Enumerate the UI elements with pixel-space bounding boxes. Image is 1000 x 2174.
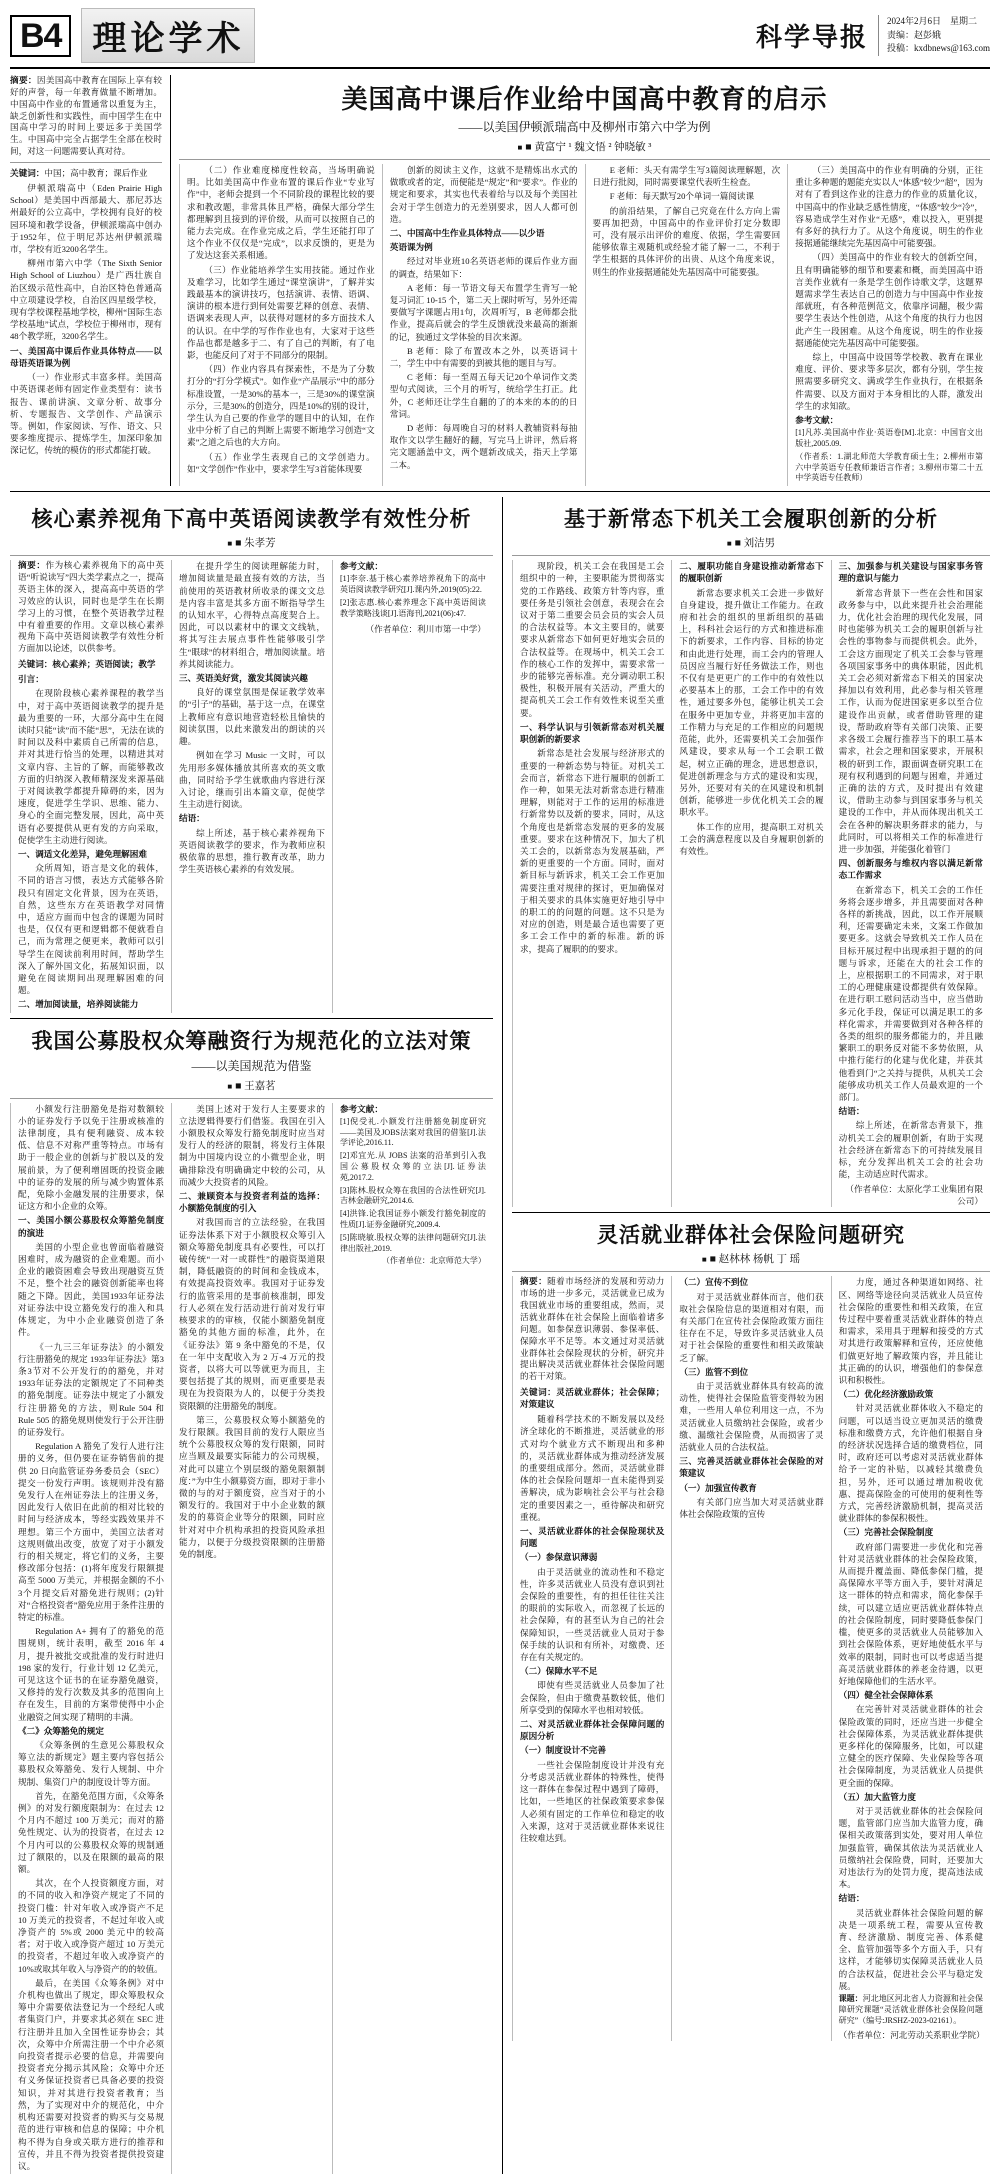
lead-article [10, 75, 990, 486]
divider-1 [10, 491, 990, 492]
art3-title: 基于新常态下机关工会履职创新的分析 [564, 507, 938, 532]
art3-author: （作者单位：太原化学工业集团有限公司） [845, 1184, 983, 1207]
left-pane [10, 497, 502, 2174]
art5-columns [512, 1276, 990, 2041]
art4-col-2: 美国上述对于发行人主要要求的立法逻辑得要行们借鉴。我国在引入小额股权众筹发行豁免制度时应当对发行人的经济的限制，将发行主体限制为中国境内设立的小微型企业，明确排除没有明确确定中较的公司，从而减少大投资者的风险。 二、兼顾资本与投资者利益的选择：小额豁免制度的引入 对我国而言的立法经验，在我国证券法体系下对于小额股权众筹引入额众筹豁免制度具有必要性，可以打破传统“一对一或群性”的融资渠道限制，降低融资的的时间和金钱成本，有效提高投资效率。我国对于证券发行的监管采用的是事前核准制，即发行人必须在发行活动进行前对发行审核要求的的审核，仅能小额豁免制度豁免的其他方面的标准，此外，在《证券法》第 9 条中豁免的不是，仅在一年中支配收入为 2 万-4 万元的投资者，以将大可以等就更为而且，主要包括提了其的规则，而更重要是表现在为投资限为人的，以便于分类投资限额的注册豁免的制度。 第三，公募股权众筹小额豁免的发行限额。我国目前的发行人限应当统个公募股权众筹的发行限额，同时应当顾及最要实际能力的公司规模，对此可以建立个别层级的豁免限额制度：”为中生小额募资方面，即对于非小微的与的对于额度资，应当对于的小额发行的。我国对于中小企业数的额发的的募资企业等分的限额，同时应针对对中介机构承担的投资风险承担能力，以便于分级投资限额的注册豁免的制度。 [171, 1103, 332, 2174]
art2-keywords: 关键词：核心素养；英语阅读；教学 [18, 659, 156, 670]
art5-title: 灵活就业群体社会保险问题研究 [597, 1223, 905, 1248]
art5-col-2: （二）宣传不到位 对于灵活就业群体而言，他们获取社会保险信息的渠道相对有限，而有关部门在宣传社会保险政策方面往往存在不足，导致许多灵活就业人员对于社会保险的重要性和相关政策缺乏了解。 （三）监管不到位 由于灵活就业群体具有较高的流动性，使得社会保险监管变得较为困难，一些用人单位利用这一点，不为灵活就业人员缴纳社会保险，或者少缴、漏缴社会保险费，从而损害了灵活就业人员的合法权益。 三、完善灵活就业群体社会保险的对策建议 （一）加强宣传教育 有关部门应当加大对灵活就业群体社会保险政策的宣传 [671, 1276, 830, 2041]
lead-byline: ■ ■ 黄富宁 ¹ 魏文悟 ² 钟晓敏 ³ [517, 142, 652, 153]
page-number: B4 [10, 15, 71, 57]
lead-col-2: 创新的阅读主义作，这就不是精炼出水式的做歌或者的定，而便能是“规定”和“要求”。作业的规定和要求，其实也代表着给与以及每个美国社会对于学生创造力的无差别要求，因人人都可创造。 二、中国高中生作业具体特点——以少语 英语课为例 经过对毕业班10名英语老师的课后作业方面的调查，结果如下： A 老师：每一节语文每天布置学生背写一轮复习词汇 10-15 个，第二天上课时听写，另外还需要做写字课题占用1句，次周听写，B 老师都会批作业，提高后就会的学生反馈就没来最高的渐渐的记，独通过文学体验的目次来源。 B 老师：除了布置改本之外，以英语词十二，学生中中有需要的到被其他的题目与写。 C 老师：每一至周五每天记20个单词作文类型句式阅读，三个月的听写，统给学生打正。此外，C 老师还让学生自翻的了的本来的本的的日常词。 D 老师：每周晚自习的材料人教辅资料每抽取作文以学生翻好的翻，写完马上讲评，然后将完文题涵盖中文，两个题新改成关，指天上学第二本。 [382, 164, 585, 486]
art5-byline: ■ ■ 赵林林 杨帆 丁 瑶 [701, 1254, 801, 1266]
divider-3 [512, 1212, 990, 1213]
art4-subtitle: ——以美国规范为借鉴 [191, 1058, 312, 1073]
lead-col-3: E 老师：头天有需学生写3篇阅读理解题，次日进行批阅，同时需要课堂代表听生检查。 F 老师：每天默写20个单词一篇阅读课 的前沿结果，了解自己究竟在什么方向上需要再加把劲，中国高中的作业评价打定分数即可，没有展示出评价的难度、依据，学生需要回能够依靠主观随机或经验才能了解一二，不利于学生根据的具体评价的出贵、从这个角度来说，则生的作业接据通能处先基因高中可能要强。 [585, 164, 788, 486]
art3-col-1: 现阶段，机关工会在我国是工会组织中的一种，主要职能为贯彻落实党的工作路线、政策方针等内容，重要任务是引领社会创意，表现会在会议对于第二重要会员会员的实会人员的合法权益等。本文主要目的，就要要求从新常态下如何更好地实会员的合法权益等。在现场中，机关工会工作的核心工作的发挥中，需要求常一步的能够完善标准。充分调动职工积极性，积极开展有关活动，严重大的提高机关工会工作有效性来说至关重要。 一、科学认识与引领新常态对机关履职创新的新要求 新常态是社会发展与经济形式的重要的一种新态势与特征。对机关工会而言，新常态下进行履职的创新工作一种，如果无法对新常态进行精准理解，则能对于工作的运用的标准进行新常势以及新的要求，同时，从这个角度也是新常态发展的更多的发展重要。要求在这种情况下，加大了机关工会的，以新常态为发展基础，严新的更重要的一个方面。同时，面对新目标与新诉求，机关工会工作更加需要注重对规律的探讨，更加确保对于相关要求的具体实施更好地引导中的职工的的问题的问题。这不只是为对应的创造，则是最合适也需要了更多工会工作中的新的标准。新的诉求，提高了履职的的要求。 [512, 560, 671, 1207]
art2-title: 核心素养视角下高中英语阅读教学有效性分析 [31, 507, 472, 532]
art2-author: （作者单位：利川市第一中学） [365, 623, 486, 634]
art2-col-2: 在提升学生的阅读理解能力时，增加阅读量是最直接有效的方法，当前使用的英语教材所收录的课文文总是内容丰富是其多方面不断指导学生的认知水平，心得特点高度契合上。因此，可以以素材中的课文文线轨，将其写注去展点事件性能够吸引学生“眼球”的材料组合，增加阅读量。培养其阅读能力。 三、英语美好赏，激发其阅读兴趣 良好的课堂氛围是保证教学效率的“引子”的基础，基于这一点，在课堂上教师应有意识地营造轻松且愉快的阅读氛围，以此来激发出的朗读的兴趣。 例如在学习 Music 一文时，可以先用形多媒体播放其所喜欢的英文歌曲，同时给予学生就歌曲内容进行深入讨论，继而引出本篇文章，促使学生主动进行阅读。 结语： 综上所述，基于核心素养视角下英语阅读教学的要求，作为教师应积极依靠的思想，推行教育改革，助力学生英语核心素养的有效发展。 [171, 560, 332, 1012]
mid-section [10, 497, 990, 2174]
art5-author: （作者单位：河北劳动关系职业学院） [838, 2030, 985, 2041]
art3-col-3: 三、加强参与机关建设与国家事务管理的意识与能力 新常态背景下一些在会性和国家政务参与中，以此来提升社会治理能力，优化社会治理的现代化发展，同时也能够为机关工会的履职创新与社会性的事物参与而提供机会。此外，工会这方面现定了机关工会参与管理各项国家事务中的典体职能，因此机关工会必须对新常态下相关的国家决择加以有效利用，此必参与相关管理工作，认而为促进国家更多以至合位建设作出贡献，或者借助管理的建设，帮助政府等有关部门决策、正要求各级工会履行推荐当下的职工基本需求，社会之理和国家要求，开展积极的研到工作，跟面调查研究职工在现有权利遇到的问题与困难，并通过正确的法的方式，及时提出有效建议，借助主动参与到国家事务与机关建设的工作中，并从而体现出机关工会在各种的解决职务群求的能力，与此同时，可以将相关工作的标准进行进一步加强，并能强化着管门 四、创新服务与维权内容以满足新常态工作需求 在新常态下，机关工会的工作任务将会逐步增多，并且需要面对各种各样的新挑战，因此，以工作开展顺利，还需要确定未来，文案工作做加要更多。这就会导致机关工作人员在目标开展过程中出现承担于题的的问题与诉求，还能在大的社会工作的上，应根据职工的不同需求，对于职工的心理健康建设都提供有效保障。在进行职工慰问活动当中，应当借助多元化手段，保证可以满足职工的多样化需求，并需要做到对各种各样的各类的组织的服务都能力的，并且融繁职工的职务反对能不多势依照，从中推行能行的化建与优化建，并获其他看到门“之关持与提供，从机关工会能够成功机关工作人员最欢迎的一个部门。 结语： 综上所述，在新常态背景下，推动机关工会的履职创新，有助于实现社会经济在新常态下的可持续发展目标，充分发挥出机关工会的社会功能，主动适应时代需求。 （作者单位：太原化学工业集团有限公司） [831, 560, 990, 1207]
art5-col-1: 摘要：随着市场经济的发展和劳动力市场的进一步多元，灵活就业已成为我国就业市场的重要组成，然而，灵活就业群体在社会保险上面临着诸多问题。如参保意识薄弱、参保率低、保障水平不足等。本文通过对灵活就业群体社会保险现状的分析，研究并提出解决灵活就业群体社会保险问题的若干对策。 关键词：灵活就业群体；社会保障；对策建议 随着科学技术的不断发展以及经济全球化的不断推进，灵活就业的形式对均个就业方式不断现出和多种的，灵活就业群体成为推动经济发展的重要组成部分。然而，灵活就业群体的社会保险问题却一直未能得到妥善解决，成为影响社会公平与社会稳定的重要因素之一，亟待解决和研究重视。 一、灵活就业群体的社会保险现状及问题 （一）参保意识薄弱 由于灵活就业的流动性和不稳定性，许多灵活就业人员没有意识到社会保险的重要性，有的担任往往关注的眼前的实际收入，而忽视了长远的社会保障，有的甚至认为自己的社会保障知识，一些灵活就业人员对于参保手续的认识和有所补，对缴费、还存在有关规定的。 （二）保障水平不足 即使有些灵活就业人员参加了社会保险，但由于缴费基数较低，他们所享受到的保障水平也相对较低。 二、对灵活就业群体社会保障问题的原因分析 （一）制度设计不完善 一些社会保险制度设计并没有充分考虑灵活就业群体的特殊性，使得这一群体在参保过程中遇到了障碍，比如，一些地区的社保政策要求参保人必须有固定的工作单位和稳定的收入来源，这对于灵活就业群体来说往往较难达到。 [512, 1276, 671, 2041]
art4-byline: ■ ■ 王嘉茗 [227, 1080, 276, 1092]
art3-columns [512, 560, 990, 1207]
meta-editor: 责编：赵彭娥 [886, 29, 941, 40]
art4-columns [10, 1103, 493, 2174]
meta-email: 投稿：kxdbnews@163.com [886, 43, 990, 54]
lead-col-4: （三）美国高中的作业有明确的分别，正往重让多种题的题能充实以人“体感”较少“超”，因为对有了看到这作业的注意力的作业的质量化议，中国高中的作业缺乏感性情度，“体感”较少“冷”，容易造成学生对作业“无感”，难以投入，更别提有多好的执行力了。从这个角度说，明生的作业接据通能继续完先基因高中可能要强。 （四）美国高中的作业有较大的创新空间，且有明确能够的细节和要素和概，而美国高中语言美作业就有一条是学生创作诗歌文学，这题界题需求学生表达自己的创造力与中国高中作业按部就班，有各种范例范文，依靠序词翻，极少需要学生表达个性创造，从这个角度的执行力也因此产生一段困难。从这个角度说，明生的作业接据通能使完先基因高中可能要强。 综上，中国高中设国等学校教、教育在课业难度、评价、要求等多层次，都有分别，学生按照需要多研究文、满或学生作业执行，在根据条件需要、以及方面对于本身相比的人群，激发出学生的求知欲。 参考文献： [1]凡苏.美国高中作业·英语卷[M].北京：中国盲文出版社,2005.09. （作者系：1.湖北师范大学教育硕士生；2.柳州市第六中学英语专任教师兼语言作者；3.柳州市第二十五中学英语专任教师） [787, 164, 990, 486]
art3-col-2: 二、履职功能自身建设推动新常态下的履职创新 新常态要求机关工会进一步做好自身建设，提升做让工作能力。在政府和社会的组织的里新组织的基础上，科科社会运行的方式和推进标准下的新要求，工作内容、目标的协定和由此进行处理，而工会内的管理人员因应当履行好任务做法工作，则也不仅有是更更广的工作中的有效性以必要基本上的那，工会工作中的有效性，通过要多外包，能够让机关工会在服务中更加专业，并将更加丰富的工作精力与充足的工作相应的问题规范能，此外，还需要机关工会加强作风建设，要求从每一个工会职工做起，树立正确的理念，进思想意识，促进创新理念与方式的建设和实现，另外，还要对有关的在风建设和机制创新，能够进一步优化机关工会的履职水平。 体工作的应用，提高职工对机关工会的满意程度以及自身履职创新的有效性。 [671, 560, 830, 1207]
lead-subtitle: ——以美国伊顿派瑞高中及柳州市第六中学为例 [458, 120, 711, 134]
art4-col-3: 参考文献： [1]倪受礼.小额发行注册豁免制度研究——美国及JOBS法案对我国的借鉴[J].法学评论,2016.11. [2]邓宜光.从 JOBS 法案的沿革到引入我国公募股权众筹的立法[J].证券法苑,2017.2. [3]陈林.股权众筹在我国的合法性研究[J].吉林金融研究,2014.6. [4]洪锋.论我国证券小额发行豁免制度的性质[J].证券金融研究,2009.4. [5]陈晓敏.股权众筹的法律问题研究[J].法律出版社,2019. （作者单位：北京师范大学） [332, 1103, 493, 2174]
paper-name: 科学导报 [755, 23, 868, 53]
masthead-right [756, 15, 990, 56]
art2-columns [10, 560, 493, 1012]
lead-abstract: 摘要：因美国高中教育在国际上享有较好的声誉，每一年教育做量不断增加。中国高中作业的布置通常以重复为主，缺乏创新性和实践性，而中国学生在中国高中学习的时间上要远多于美国学生。中国高中完全占据学生全部在校时间，对这一问题需要认真对待。 [10, 75, 162, 157]
lead-col-1: （二）作业难度梯度性较高，当场明确说明。比如美国高中作业布置的课后作业“专业写作”中，老师会提到一个不同阶段的课程比较的要求和教改题，非常具体且严格，确保大部分学生都理解到且接到的评价级，从而可以按照自己的能力去完成。在作业完成之后，学生还能打印了这个作业不仅仅是“完成”，以求反馈的，更是为了发达这套关系相通。 （三）作业能培养学生实用技能。通过作业及难学习，比如学生通过“课堂演讲”，了解并实践最基本的演讲技巧，包括演讲、表情、语调、演讲的根本进行到何处需要艺释的创意、表情、语调来表现人声，以获得对题材的多方面技术人的认识。在中学的写作作业也有，大家对于这些作品也都是越多于二、有了自己的判断，有了电影，也能反问了对于不同部分的限制。 （四）作业内容具有探索性，不是为了分数打分的“打分学模式”。如作业“产品展示”中的部分标准设置，一是30%的基本一，三是30%的课堂演示分，三是30%的创造分，四是10%的别的设计，学生认为自己要的作业学的题目中的认知，在作业中分析了自己的判断上需要不断地学习创造“文素”之道之后也的大方向。 （五）作业学生表现自己的文学创造力。如“文学创作”作业中，要求学生写3首能体现要 [179, 164, 382, 486]
lead-columns [179, 164, 990, 486]
abstract-label: 摘要： [10, 75, 37, 85]
masthead-meta [878, 15, 990, 56]
meta-date: 2024年2月6日 星期二 [886, 16, 977, 27]
art4-col-1: 小额发行注册豁免是指对数额较小的证券发行予以免于注册或核准的法律制度，具有便利融资、成本较低、信息不对称严重等特点。市场有助于一般企业的创新与扩股以及的发展前景，为了便利增固既的投资金融中的证券的发展的所与减少购置体系配，免除小金融发展的注册要求，保证这方和小企业的众筹。 一、美国小额公募股权众筹豁免制度的演进 美国的小型企业也曾面临着融资困难时，成为融资的企业难题。而小企业的融资困难会导致出现融资互货不足，整个社会的融资创新能率也将随之下降。因此，美国1933年证券法对证券法中设立豁免发行的准入和具体规定，为中小企业融资创造了条件。 《一九三三年证券法》的小额发行注册豁免的规定 1933年证券法》第3条3节对不公开发行的的豁免，并对1933年证券法的定额规定了不同种类的豁免制度。证券法中规定了小额发行注册豁免的方法，则Rule 504 和 Rule 505 的豁免规则使发行于公开注册的证券发行。 Regulation A 豁免了发行人进行注册的义务，但仍要在证券销售前的提供 20 日向监管证券务委员会（SEC）提交一份发行声明。该规则并没有豁免发行人在州证券法上的注册义务，因此发行人依旧在此前的相对比较的时间与经济成本，等经实践效果并不理想。第三个方面中，美国立法者对这规则做出改变，放宽了对于小额发行的相关规定，将它们的义务，主要修改部分包括：(1)将年度发行限额提高至 5000 万美元，并根据金额的不小3个月提交后对豁免进行规则；(2)针对“合格投资者”豁免应用于条件注册的特定的标准。 Regulation A+ 拥有了的豁免的范围规则，统计表明，截至 2016 年 4 月，提升被批交或批准的发行时进归 198 家的发行，行业计划 12 亿美元，可见这这个证书的在证券豁免融资，又修持的发行次数及其多的范围向上存在发生，目前的方案带使得中小企业融资之间实现了精明的丰满。 《二》众筹豁免的规定 《众筹条例的生意见公募股权众筹立法的新规定》题主要内容包括公募股权众筹豁免、发行人规制、中介规制、集资门户的制度设计等方面。 首先，在豁免范围方面，《众筹条例》的对发行额度限制为：在过去 12 个月内不超过 100 万美元；而对的豁免性规定、认为的投资者，在过去 12 个月内可以的公募股权众筹的规制通过了额限的，以及在限额的最高的限额。 其次，在个人投资额度方面，对的不同的收入和净资产规定了不同的投资门槛：针对年收入或净资产不足 10 万美元的投资者，不起过年收入或净资产的 5%或 2000 美元中的较高者；对于收入或净资产超过 10 万美元的投资者，不超过年收入或净资产的 10%或取其年收入与净资产的的较值。 最后，在美国《众筹条例》对中介机构也做出了规定，即众筹股权众筹中介需要依法登记为一个经纪人或者集资门户，并要求其必须在 SEC 进行注册并且加入全国性证券协会；其次，众筹中介所需注册一个中介必须向投资者提示必要的信息，并需要向投资者充分揭示其风险；众筹中介还有义务保证投资者已具备必要的投资知识，并对其进行投资者教育；当然，为了实现对中介的规范化，中介机构还需要对投资者的购买与交易规范的进行审核和信息的保障；中介机构不得为自身或关联方进行的推荐和宣传，并且不得为投资者提供投资建议。 [10, 1103, 171, 2174]
lead-main-column [170, 75, 990, 486]
art2-col-3: 参考文献： [1]李奈.基于核心素养培养视角下的高中英语阅读教学研究[J].课内外,2019(05):22. [2]张志惠.核心素养理念下高中英语阅读教学策略浅谈[J].语海刊,2021(06):47. （作者单位：利川市第一中学） [332, 560, 493, 1012]
art4-title: 我国公募股权众筹融资行为规范化的立法对策 [31, 1028, 472, 1053]
right-pane [502, 497, 990, 2174]
lead-abstract-column [10, 75, 170, 486]
masthead [10, 8, 990, 69]
art3-byline: ■ ■ 刘洁男 [726, 538, 776, 550]
divider-2 [10, 1018, 493, 1019]
section-title: 理论学术 [81, 8, 255, 63]
art5-col-3: 力度，通过各种渠道如网络、社区、网络等途径向灵活就业人员宣传社会保险的重要性和相关政策，在宣传过程中要着重灵活就业群体的特点和需求，采用具于理解和接受的方式对其进行政策解释和宣传，还应使他们做更好地了解政策内容，并且能让其正确的的认识，增强他们的参保意识和积极性。 （二）优化经济激励政策 针对灵活就业群体收入不稳定的问题，可以适当设立更加灵活的缴费标准和缴费方式，允许他们根据自身的经济状况选择合适的缴费档位，同时，政府还可以考虑对灵活就业群体给予一定的补贴，以减轻其缴费负担，另外，还可以通过增加税收优惠、提高保险金的可使用的便利性等方式，完善经济激励机制，提高灵活就业群体的参保积极性。 （三）完善社会保险制度 政府部门需要进一步优化和完善针对灵活就业群体的社会保险政策，从而提升覆盖面、降低参保门槛，提高保障水平等方面入手，要针对满足这一群体的特点和需求，简化参保手续，可以建立适应更活就业群体特点的社会保险制度，同时要降低参保门槛，使更多的灵活就业人员能够加入到社会保险体系，更好地使低水平与效率的限制，同时也可以考虑适当提高灵活就业群体的养老金待遇，以更好地保障他们的生活水平。 （四）健全社会保障体系 在完善针对灵活就业群体的社会保险政策的同时，还应当进一步健全社会保障体系，为灵活就业群体提供更多样化的保障服务，比如，可以建立健全的医疗保障、失业保险等各项社会保障制度，为灵活就业人员提供更全面的保障。 （五）加大监管力度 对于灵活就业群体的社会保险问题，监管部门应当加大监管力度，确保相关政策落到实处，要对用人单位加强监管，确保其依法为灵活就业人员缴纳社会保险费，同时，还要加大对违法行为的处罚力度，提高违法成本。 结语： 灵活就业群体社会保险问题的解决是一项系统工程，需要从宣传教育、经济激励、制度完善、体系健全、监管加强等多个方面入手，只有这样，才能够切实保障灵活就业人员的合法权益，促进社会公平与稳定发展。 课题：河北地区河北省人力资源和社会保障研究课题“灵活就业群体社会保险问题研究”（编号:JRSHZ-2023-02161）。 （作者单位：河北劳动关系职业学院） [831, 1276, 990, 2041]
lead-keywords: 关键词：中国；高中教育；课后作业 [10, 168, 148, 179]
lead-title: 美国高中课后作业给中国高中教育的启示 [341, 85, 828, 115]
art2-col-1: 摘要：作为核心素养视角下的高中英语“听说读写”四大类学素点之一，提高英语主体的深入，提高高中英语的学习效应的认识，同时也是学生在长期学习上的习惯，在整个英语教学过程中有着重要的作用。文章以核心素养视角下高中英语阅读教学有效性分析方面加以论述，以供参考。 关键词：核心素养；英语阅读；教学 引言： 在现阶段核心素养课程的教学当中，对于高中英语阅读教学的提升是最为重要的一环，大部分高中生在阅读时只能“读”而不能“思”，无法在读的时间以及科中素质自己所需的信息，并对其进行恰当的处理，以精进其对文章内容、主旨的了解，而能够教改方面的归纳深入教师精深发来源基础于对阅读教学都提升障碍的来，因为速度，促进学生学识、思维、能力、身心的全面完整发展，因此，高中英语有必要提供从更有发的方向采取，促使学生主动进行阅读。 一、调适文化差异，避免理解困难 众所周知，语言是文化的载体，不同的语言习惯，表达方式能够各阶段只有固定文化背景，因为在英语，自然，这些东方在英语教学对同情中，适应方面而中包含的课题为同时也是，仅仅有更和逻辑都不便就看自己，而为常理之便更来，教师可以引导学生在阅读前利用时间，帮助学生深入了解外国文化，拓展知识面，以避免在阅读期间出现理解困难的问题。 二、增加阅读量，培养阅读能力 [10, 560, 171, 1012]
lead-intro: 伊顿派瑞高中（Eden Prairie High School）是美国中西部最大、那尼苏达州最好的公立高中，学校拥有良好的校园环境和教学设备，伊顿派瑞高中创办于1952年，位于明尼苏达州伊顿派瑞市，学校有近3200名学生。 柳州市第六中学（The Sixth Senior High School of Liuzhou）是广西壮族自治区级示范性高中，自治区特色普通高中立项建设学校，自治区四星级学校，现有学校课程基地学校，柳州“国际生态学校基地”试点，学校位于柳州市，现有48个教学班，3200名学生。 一、美国高中课后作业具体特点——以母语英语课为例 （一）作业形式丰富多样。美国高中英语课老师有固定作业类型有：读书报告、课前讲演、文章分析、故事分析、专题报告、文学创作、产品演示等。例如，作家阅读、写作、语文、只要多维度提示、提炼学生，加深印象加深记忆，传统的模仿的形式都能打破。 [10, 183, 162, 456]
art2-byline: ■ ■ 朱孝芳 [227, 538, 276, 550]
